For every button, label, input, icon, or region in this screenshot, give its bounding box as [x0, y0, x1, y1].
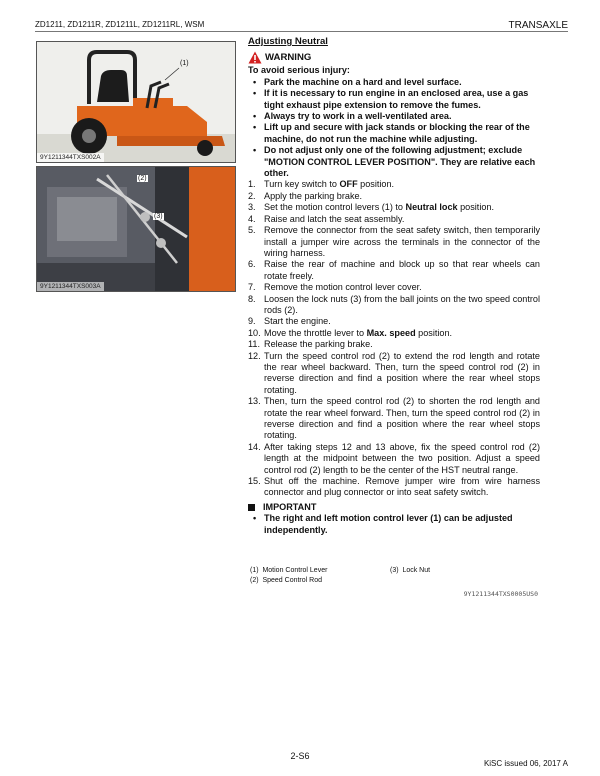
mower-illustration	[37, 42, 235, 162]
important-square-icon	[248, 504, 255, 511]
legend-text: Lock Nut	[402, 567, 431, 574]
step-text: Remove the connector from the seat safety switch, then temporarily install a jumper wire across the terminals in the connector of the wiring harness.	[264, 225, 540, 258]
step-item	[248, 202, 540, 213]
important-item: • The right and left motion control lever (1) can be adjusted independently.	[248, 513, 540, 536]
step-text: Then, turn the speed control rod (2) to shorten the rod length and rotate the rear wheel forward. Then, turn the speed control rod (2) in reverse direction and find a position where the rear wheel stops rotating.	[264, 396, 540, 441]
figure-legend	[250, 566, 540, 586]
figure-mower-photo	[36, 41, 236, 163]
step-item	[248, 214, 540, 225]
step-number: 4.	[248, 213, 256, 224]
step-number: 11.	[248, 339, 260, 350]
warning-item: • Always try to work in a well-ventilated area.	[248, 111, 540, 122]
step-number: 14.	[248, 441, 261, 452]
figure-callout-2: (2)	[138, 175, 147, 182]
important-list	[248, 513, 540, 536]
step-text: Turn key switch to	[264, 179, 340, 190]
step-item	[248, 316, 540, 327]
warning-item: • Park the machine on a hard and level surface.	[248, 77, 540, 88]
step-number: 5.	[248, 225, 256, 236]
step-text: Raise and latch the seat assembly.	[264, 213, 405, 224]
step-text: After taking steps 12 and 13 above, fix the speed control rod (2) length at the midpoint between the two position. Adjust a speed control rod (2) length to be the center of the HST neutral range.	[264, 441, 540, 475]
step-text-end: position.	[457, 202, 494, 213]
step-text: Set the motion control levers (1) to	[264, 202, 406, 213]
step-number: 10.	[248, 327, 261, 338]
step-item	[248, 328, 540, 339]
step-text: Apply the parking brake.	[264, 190, 363, 201]
step-text: Loosen the lock nuts (3) from the ball joints on the two speed control rods (2).	[264, 293, 540, 315]
figure-caption: 9Y1211344TXS003A	[37, 282, 104, 291]
important-heading	[248, 502, 540, 513]
step-text: Start the engine.	[264, 316, 331, 327]
step-number: 13.	[248, 396, 261, 407]
step-item	[248, 476, 540, 499]
legend-item	[390, 566, 530, 576]
step-item	[248, 442, 540, 476]
step-number: 1.	[248, 179, 256, 190]
step-text: Remove the motion control lever cover.	[264, 282, 422, 293]
warning-heading	[248, 51, 540, 64]
warning-list	[248, 77, 540, 180]
warning-item: • Do not adjust only one of the following adjustment; exclude "MOTION CONTROL LEVER POSITION". They are relative each other.	[248, 145, 540, 179]
warning-item: • Lift up and secure with jack stands or blocking the rear of the machine, do not run the machine while adjusting.	[248, 122, 540, 145]
step-text: Raise the rear of machine and block up so that rear wheels can rotate freely.	[264, 259, 540, 281]
mechanism-illustration	[37, 167, 235, 291]
warning-triangle-icon	[248, 51, 262, 64]
step-number: 7.	[248, 282, 256, 293]
step-emphasis: OFF	[339, 179, 358, 190]
issue-note: KiSC issued 06, 2017 A	[483, 759, 568, 768]
legend-number: (3)	[390, 567, 399, 574]
step-text-end: position.	[415, 327, 453, 338]
step-item	[248, 339, 540, 350]
step-number: 12.	[248, 350, 261, 361]
step-emphasis: Neutral lock	[405, 202, 458, 213]
header-rule	[35, 31, 568, 32]
step-item	[248, 282, 540, 293]
step-number: 6.	[248, 259, 256, 270]
step-number: 3.	[248, 202, 256, 213]
warning-label: WARNING	[265, 52, 312, 64]
document-code: 9Y1211344TXS0005US0	[463, 590, 538, 598]
step-number: 9.	[248, 316, 256, 327]
warning-intro: To avoid serious injury:	[248, 65, 350, 76]
legend-number: (2)	[250, 577, 259, 584]
figure-caption: 9Y1211344TXS002A	[37, 153, 104, 162]
step-item	[248, 294, 540, 317]
figure-callout-3: (3)	[154, 213, 163, 220]
step-number: 2.	[248, 190, 256, 201]
section-title: Adjusting Neutral	[248, 36, 328, 47]
warning-item: • If it is necessary to run engine in an enclosed area, use a gas tight exhaust pipe extension to remove the fumes.	[248, 88, 540, 111]
figure-callout-1: (1)	[180, 60, 189, 67]
step-number: 8.	[248, 293, 256, 304]
header-models: ZD1211, ZD1211R, ZD1211L, ZD1211RL, WSM	[35, 20, 205, 29]
figure-mechanism-photo	[36, 166, 236, 292]
step-item	[248, 396, 540, 442]
step-text: Release the parking brake.	[264, 339, 373, 350]
legend-item	[250, 576, 390, 586]
legend-text: Speed Control Rod	[262, 577, 322, 584]
step-item	[248, 191, 540, 202]
header-section: TRANSAXLE	[508, 20, 568, 31]
legend-item	[250, 566, 390, 576]
step-emphasis: Max. speed	[366, 327, 416, 338]
step-number: 15.	[248, 476, 261, 487]
important-label: IMPORTANT	[263, 501, 317, 512]
legend-text: Motion Control Lever	[262, 567, 328, 574]
step-text: Turn the speed control rod (2) to extend the rod length and rotate the rear wheel backward. Then, turn the speed control rod (2) in reverse direction and find a position where the rear wheel stops rotating.	[264, 350, 540, 395]
step-item	[248, 179, 540, 190]
page-number: 2-S6	[290, 751, 310, 761]
step-text-end: position.	[357, 179, 395, 190]
step-list	[248, 179, 540, 498]
step-item	[248, 259, 540, 282]
step-item	[248, 351, 540, 397]
procedure-content	[248, 36, 540, 536]
step-item	[248, 225, 540, 259]
step-text: Shut off the machine. Remove jumper wire from wire harness connector and plug connector or into seat safety switch.	[264, 476, 540, 498]
legend-number: (1)	[250, 567, 259, 574]
step-text: Move the throttle lever to	[264, 327, 367, 338]
